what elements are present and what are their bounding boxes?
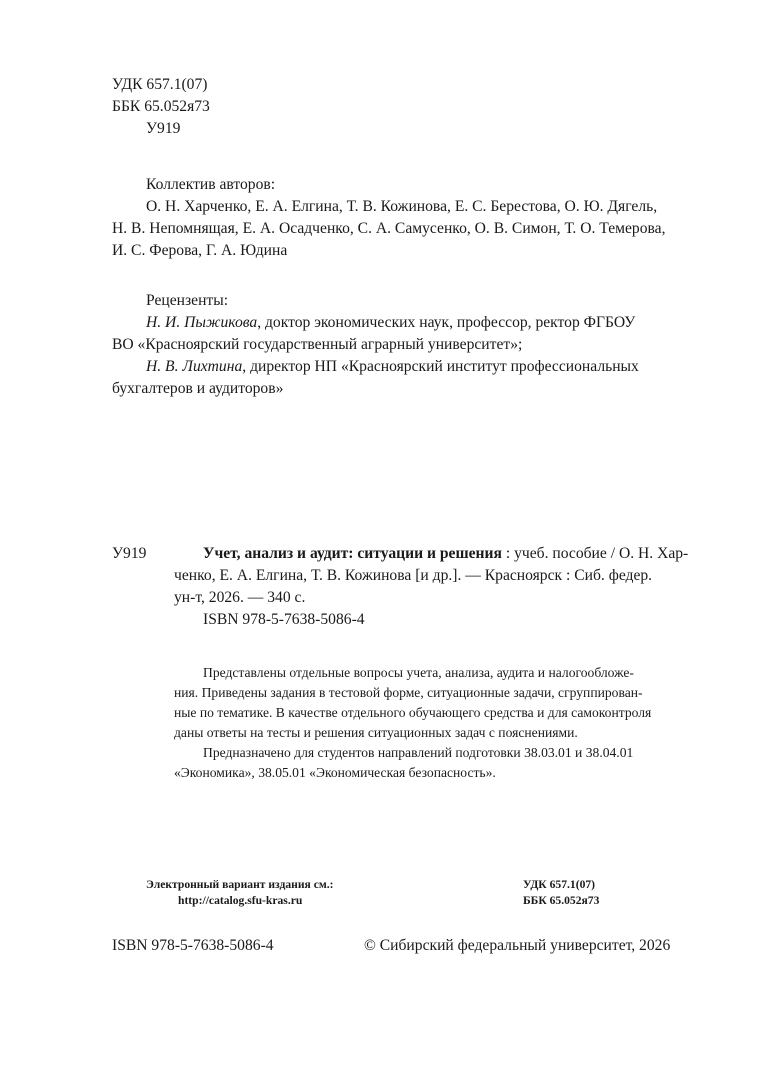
bbk-code: ББК 65.052я73: [112, 98, 210, 115]
record-line-1-rest: : учеб. пособие / О. Н. Хар-: [501, 545, 689, 562]
footer-isbn: ISBN 978-5-7638-5086-4: [112, 937, 274, 954]
reviewer-1-title: , доктор экономических наук, профессор, ректор ФГБОУ: [257, 314, 636, 331]
annotation-line-1: Представлены отдельные вопросы учета, анализа, аудита и налогообложе-: [203, 665, 634, 680]
reviewer-1-line-1: [146, 312, 635, 334]
annotation-line-6: «Экономика», 38.05.01 «Экономическая безопасность».: [174, 765, 496, 780]
authors-line-1: О. Н. Харченко, Е. А. Елгина, Т. В. Кожинова, Е. С. Берестова, О. Ю. Дягель,: [146, 198, 658, 215]
annotation-line-2: ния. Приведены задания в тестовой форме, ситуационные задачи, сгруппирован-: [174, 685, 643, 700]
udk-code: УДК 657.1(07): [112, 76, 208, 93]
record-line-1: [203, 543, 688, 565]
reviewer-2-title: , директор НП «Красноярский институт профессиональных: [242, 358, 639, 375]
annotation-line-5: Предназначено для студентов направлений подготовки 38.03.01 и 38.04.01: [203, 745, 634, 760]
reviewer-2-line-1: [146, 356, 639, 378]
footer-udk: УДК 657.1(07): [523, 878, 596, 891]
reviewer-1-line-2: ВО «Красноярский государственный аграрный университет»;: [112, 336, 523, 353]
footer-bbk: ББК 65.052я73: [523, 894, 600, 907]
annotation-line-4: даны ответы на тесты и решения ситуационных задач с пояснениями.: [174, 725, 578, 740]
reviewer-2-line-2: бухгалтеров и аудиторов»: [112, 380, 284, 397]
annotation-line-3: ные по тематике. В качестве отдельного обучающего средства и для самоконтроля: [174, 705, 652, 720]
authors-line-2: Н. В. Непомнящая, Е. А. Осадченко, С. А. Самусенко, О. В. Симон, Т. О. Темерова,: [112, 220, 666, 237]
record-isbn: ISBN 978-5-7638-5086-4: [203, 611, 365, 628]
book-title: Учет, анализ и аудит: ситуации и решения: [203, 545, 502, 562]
reviewer-2-name: Н. В. Лихтина: [146, 358, 243, 375]
authors-line-3: И. С. Ферова, Г. А. Юдина: [112, 242, 288, 259]
author-mark: У919: [146, 120, 181, 137]
electronic-version-label: Электронный вариант издания см.:: [146, 878, 334, 891]
reviewers-heading: Рецензенты:: [146, 292, 229, 309]
reviewer-1-name: Н. И. Пыжикова: [146, 314, 258, 331]
authors-heading: Коллектив авторов:: [146, 176, 276, 193]
record-mark: У919: [112, 545, 147, 562]
electronic-version-url[interactable]: http://catalog.sfu-kras.ru: [178, 894, 303, 907]
record-line-2: ченко, Е. А. Елгина, Т. В. Кожинова [и др.]. — Красноярск : Сиб. федер.: [174, 567, 653, 584]
record-line-3: ун-т, 2026. — 340 с.: [174, 589, 306, 606]
copyright: © Сибирский федеральный университет, 2026: [364, 937, 671, 954]
